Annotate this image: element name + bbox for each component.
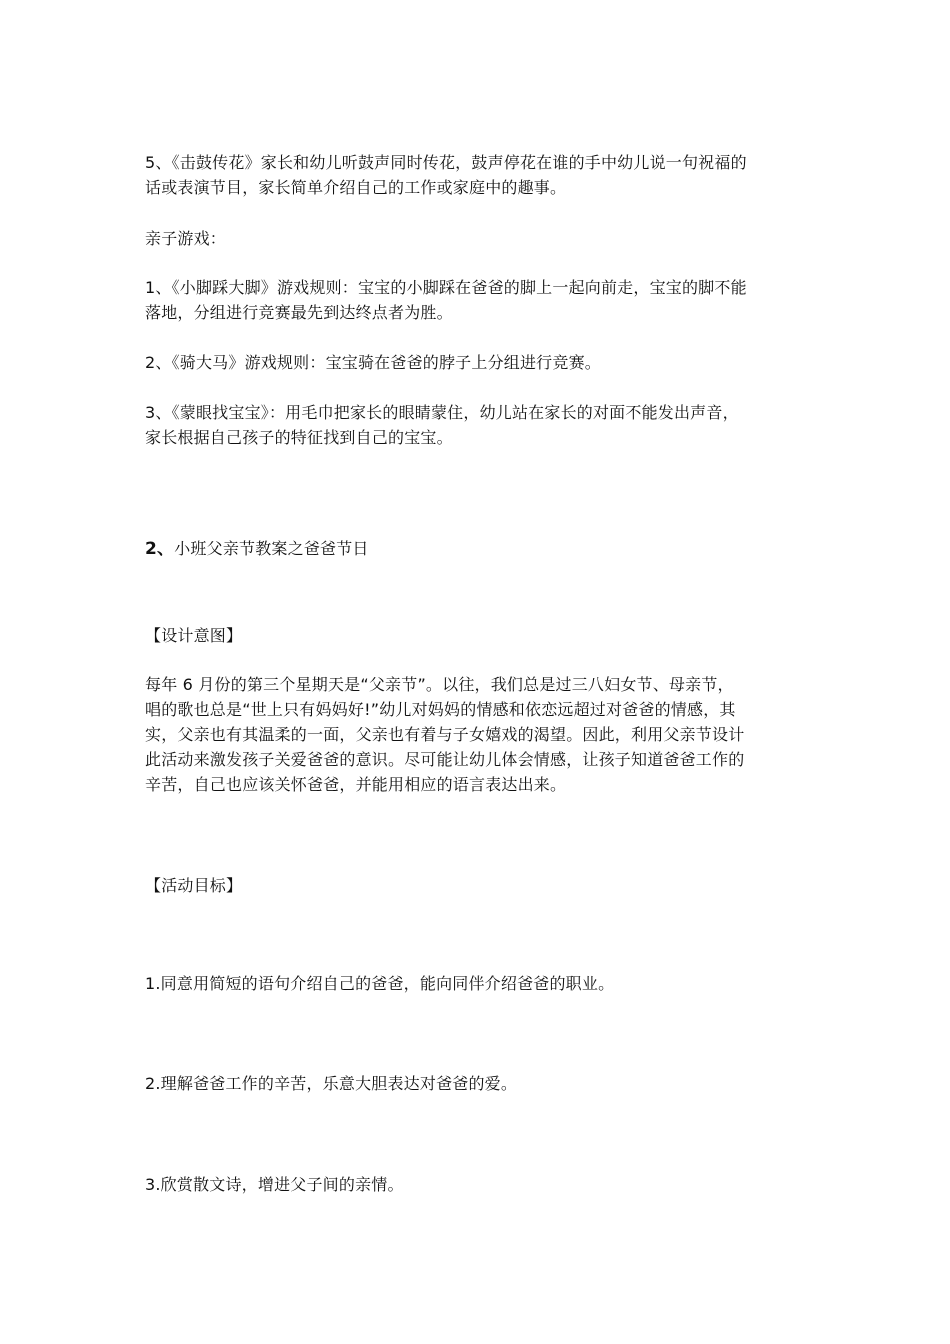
paragraph-line: 实，父亲也有其温柔的一面，父亲也有着与子女嬉戏的渴望。因此，利用父亲节设计	[145, 725, 745, 744]
section-title: 小班父亲节教案之爸爸节日	[174, 539, 369, 558]
paragraph-line: 1、《小脚踩大脚》游戏规则：宝宝的小脚踩在爸爸的脚上一起向前走，宝宝的脚不能	[145, 278, 747, 297]
paragraph-line: 此活动来激发孩子关爱爸爸的意识。尽可能让幼儿体会情感，让孩子知道爸爸工作的	[145, 750, 745, 769]
paragraph-line: 每年 6 月份的第三个星期天是“父亲节”。以往，我们总是过三八妇女节、母亲节，	[145, 675, 734, 694]
paragraph-line: 落地，分组进行竞赛最先到达终点者为胜。	[145, 303, 453, 322]
parent-child-games-heading: 亲子游戏：	[145, 229, 227, 248]
section-number: 2、	[145, 539, 175, 559]
paragraph-line: 话或表演节目，家长简单介绍自己的工作或家庭中的趣事。	[145, 178, 567, 197]
game-5-paragraph	[145, 150, 810, 200]
game-item-2	[145, 350, 810, 375]
goal-item-1: 1.同意用简短的语句介绍自己的爸爸，能向同伴介绍爸爸的职业。	[145, 974, 615, 993]
paragraph-line: 唱的歌也总是“世上只有妈妈好!”幼儿对妈妈的情感和依恋远超过对爸爸的情感，其	[145, 700, 736, 719]
goal-item-2: 2.理解爸爸工作的辛苦，乐意大胆表达对爸爸的爱。	[145, 1074, 518, 1093]
paragraph-line: 2、《骑大马》游戏规则：宝宝骑在爸爸的脖子上分组进行竞赛。	[145, 353, 601, 372]
goal-item-3: 3.欣赏散文诗，增进父子间的亲情。	[145, 1175, 404, 1194]
paragraph-line: 辛苦，自己也应该关怀爸爸，并能用相应的语言表达出来。	[145, 775, 567, 794]
paragraph-line: 5、《击鼓传花》家长和幼儿听鼓声同时传花，鼓声停花在谁的手中幼儿说一句祝福的	[145, 153, 747, 172]
paragraph-line: 家长根据自己孩子的特征找到自己的宝宝。	[145, 428, 453, 447]
activity-goals-heading: 【活动目标】	[145, 876, 243, 895]
game-item-1	[145, 275, 810, 325]
design-intent-paragraph	[145, 672, 810, 797]
design-intent-heading: 【设计意图】	[145, 626, 243, 645]
section-2-heading	[145, 536, 810, 562]
paragraph-line: 3、《蒙眼找宝宝》：用毛巾把家长的眼睛蒙住，幼儿站在家长的对面不能发出声音，	[145, 403, 739, 422]
game-item-3	[145, 400, 810, 450]
